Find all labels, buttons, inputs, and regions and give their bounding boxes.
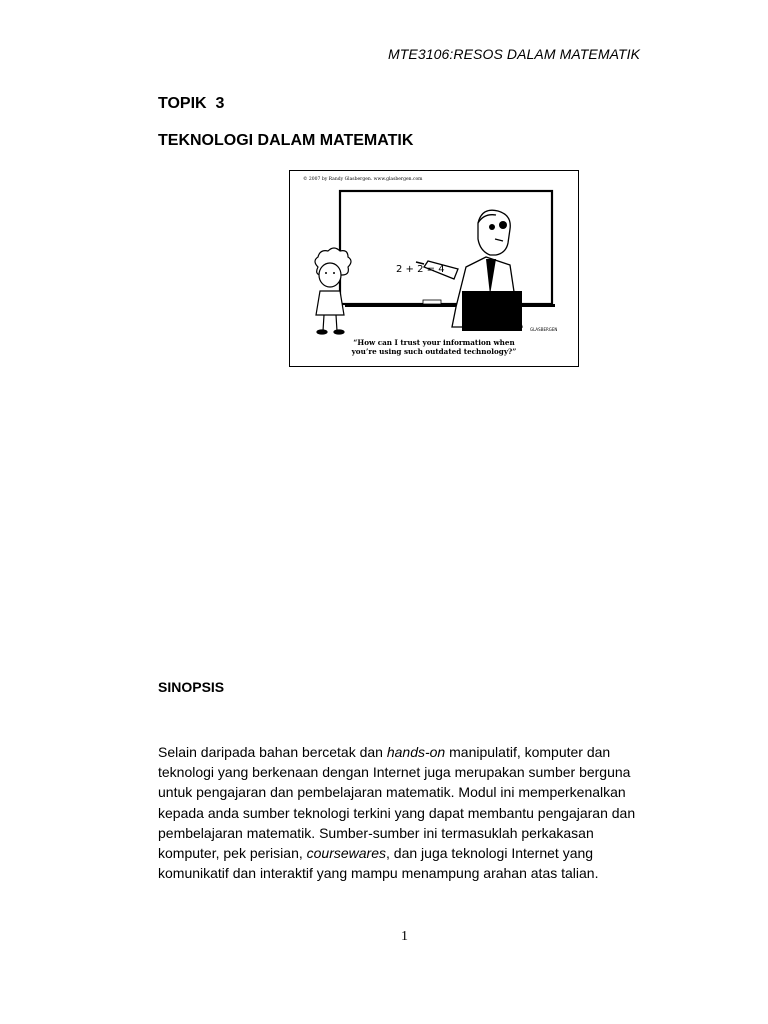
- section-heading: SINOPSIS: [158, 679, 225, 695]
- paragraph-text-3: , dan juga teknologi Internet yang komunikatif dan interaktif yang mampu menampung arahan atas talian.: [158, 845, 599, 882]
- paragraph-hands-on: hands-on: [386, 744, 446, 760]
- caption-line-2: you’re using such outdated technology?”: [351, 347, 517, 356]
- cartoon-image: [289, 170, 579, 367]
- page-number: 1: [401, 929, 408, 944]
- topic-label: TOPIK 3: [158, 95, 225, 112]
- cartoon-credit: © 2007 by Randy Glasbergen. www.glasbergen.com: [303, 177, 423, 182]
- paragraph-coursewares: coursewares: [306, 845, 387, 862]
- caption-line-1: “How can I trust your information when: [353, 338, 515, 347]
- board-equation: 2 + 2 = 4: [396, 264, 445, 275]
- paragraph-text-2: manipulatif, komputer dan teknologi yang berkenaan dengan Internet juga merupakan sumber berguna untuk pengajaran dan pembelajaran matematik. Modul ini memperkenalkan kepada anda sumber teknologi terkini yang dapat membantu pengajaran dan pembelajaran matematik. Sumber-sumber ini termasuklah perkakasan komputer, pek perisian,: [158, 744, 636, 862]
- cartoon-caption: [290, 338, 578, 356]
- paragraph-text-1: Selain daripada bahan bercetak dan: [158, 744, 387, 760]
- document-header: MTE3106:RESOS DALAM MATEMATIK: [388, 46, 641, 62]
- cartoon-signature: GLASBERGEN: [530, 327, 558, 332]
- topic-title: TEKNOLOGI DALAM MATEMATIK: [158, 132, 414, 149]
- synopsis-paragraph: [158, 742, 658, 883]
